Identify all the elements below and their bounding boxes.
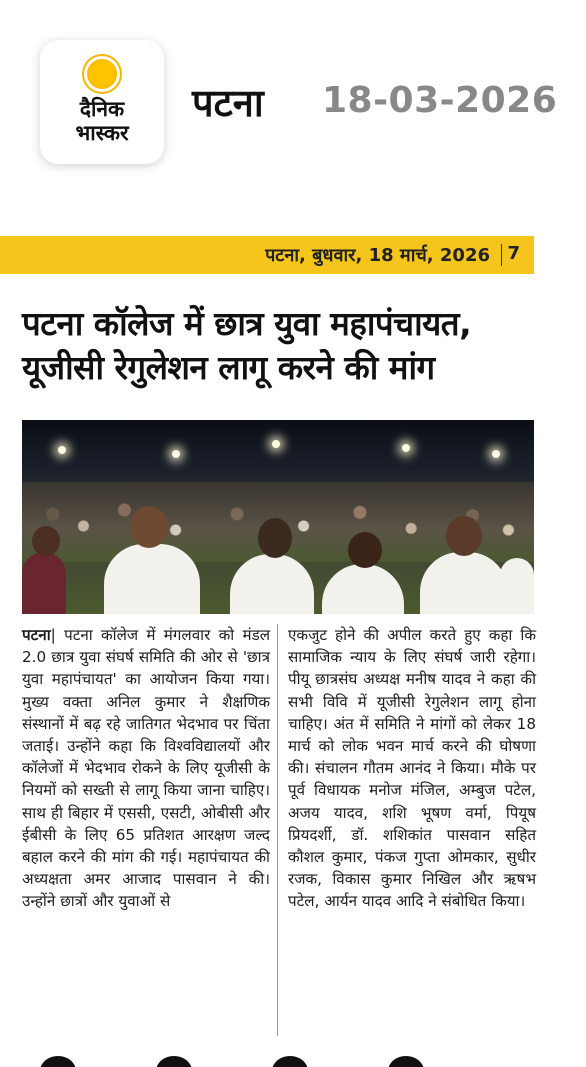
sun-logo-icon — [87, 59, 117, 89]
person-head — [348, 532, 382, 568]
logo-line1: दैनिक — [79, 97, 125, 121]
article-column-1 — [22, 624, 270, 913]
article-text-col1: पटना कॉलेज में मंगलवार को मंडल 2.0 छात्र युवा संघर्ष समिति की ओर से 'छात्र युवा महापंचायत' का आयोजन किया गया। मुख्य वक्ता अनिल कुमार ने शैक्षणिक संस्थानों में बढ़ रहे जातिगत भेदभाव पर चिंता जताई। उन्होंने कहा कि विश्वविद्यालयों और कॉलेजों में भेदभाव रोकने के लिए यूजीसी के नियमों को सख्ती से लागू किया जाना चाहिए। साथ ही बिहार में एससी, एसटी, ओबीसी और ईबीसी के लिए 65 प्रतिशत आरक्षण जल्द बहाल करने की मांग की गई। महापंचायत की अध्यक्षता अमर आजाद पासवान ने की। उन्होंने छात्रों और युवाओं से — [22, 626, 270, 911]
edition-city: पटना — [192, 81, 264, 125]
stage-light — [402, 444, 410, 452]
person — [230, 554, 314, 614]
event-photo — [22, 420, 534, 614]
next-headline-peek — [40, 1052, 510, 1067]
stage-light — [492, 450, 500, 458]
person-head — [32, 526, 60, 556]
edition-date: 18-03-2026 — [322, 80, 558, 121]
person — [322, 564, 404, 614]
stage-light — [272, 440, 280, 448]
headline-line1: पटना कॉलेज में छात्र युवा महापंचायत, — [22, 304, 472, 343]
person-head — [446, 516, 482, 556]
newspaper-dateline-strip — [0, 236, 534, 274]
page-number: 7 — [507, 243, 520, 264]
strip-dateline: पटना, बुधवार, 18 मार्च, 2026 — [265, 245, 490, 266]
article-dateline: पटना — [22, 626, 51, 644]
dainik-bhaskar-logo[interactable] — [40, 40, 164, 164]
person-head — [130, 506, 168, 548]
strip-separator — [501, 244, 502, 266]
person — [22, 552, 66, 614]
person-head — [258, 518, 292, 558]
person — [500, 558, 534, 614]
stage-light — [172, 450, 180, 458]
stage-light — [58, 446, 66, 454]
logo-line2: भास्कर — [75, 121, 129, 145]
headline-line2: यूजीसी रेगुलेशन लागू करने की मांग — [22, 348, 435, 387]
person — [104, 544, 200, 614]
article-headline — [22, 302, 542, 390]
article-text-col2: एकजुट होने की अपील करते हुए कहा कि सामाजिक न्याय के लिए संघर्ष जारी रहेगा। पीयू छात्रसंघ अध्यक्ष मनीष यादव ने कहा की सभी विवि में यूजीसी रेगुलेशन लागू होना चाहिए। अंत में समिति ने मांगों को लेकर 18 मार्च को लोक भवन मार्च करने की घोषणा की। संचालन गौतम आनंद ने किया। मौके पर पूर्व विधायक मनोज मंजिल, अम्बुज पटेल, अजय यादव, शशि भूषण वर्मा, पियूष प्रियदर्शी, डॉ. शशिकांत पासवान सहित कौशल कुमार, पंकज गुप्ता ओमकार, सुधीर रजक, विकास कुमार निखिल और ऋषभ पटेल, आर्यन यादव आदि ने संबोधित किया। — [288, 626, 536, 911]
dateline-sep: | — [50, 626, 65, 644]
article-column-2 — [288, 624, 536, 913]
column-divider — [277, 624, 278, 1036]
